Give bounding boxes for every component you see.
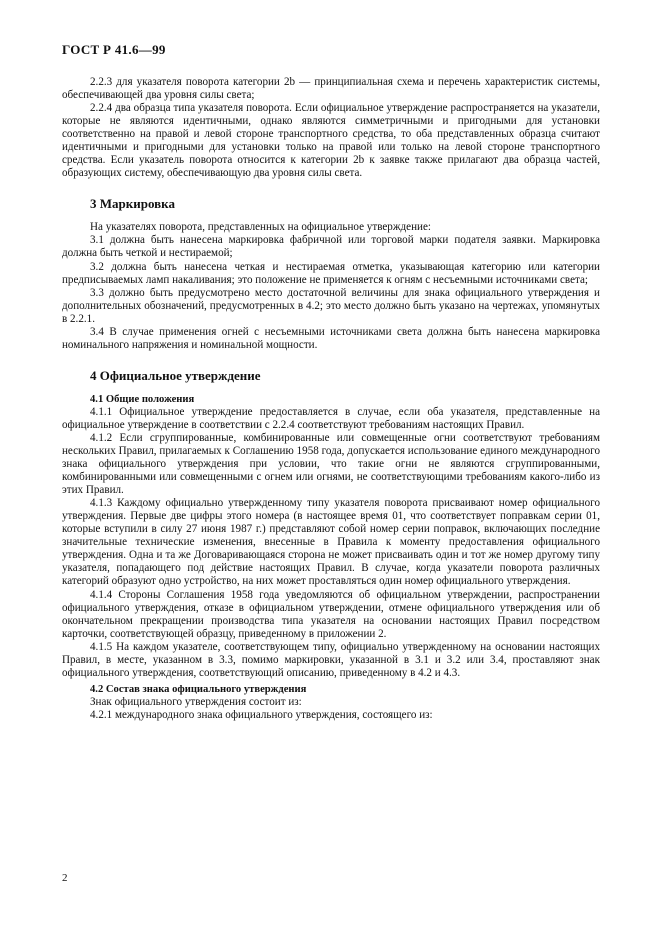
paragraph-4-1-3: 4.1.3 Каждому официально утвержденному типу указателя поворота присваивают номер официального утверждения. Первые две цифры этого номера (в настоящее время 01, что соответствует поправкам серии 01, которые вступили в силу 27 июня 1987 г.) представляют собой номер серии поправок, включающих последние значительные технические изменения, внесенные в Правила к моменту предоставления официального утверждения. Одна и та же Договаривающаяся сторона не может присваивать один и тот же номер другому типу указателя, попадающего под действие настоящих Правил. В случае, когда указатели поворота различных категорий образуют одно устройство, на них может проставляться один номер официального утверждения. (62, 497, 600, 588)
document-body (62, 76, 600, 722)
paragraph-3-4: 3.4 В случае применения огней с несъемными источниками света должна быть нанесена маркировка номинального напряжения и номинальной мощности. (62, 325, 600, 351)
paragraph-3-2: 3.2 должна быть нанесена четкая и нестираемая отметка, указывающая категорию или категории предписываемых ламп накаливания; это положение не применяется к огням с несъемными источниками света; (62, 260, 600, 286)
section-3-intro: На указателях поворота, представленных на официальное утверждение: (90, 221, 431, 234)
paragraph-3-1: 3.1 должна быть нанесена маркировка фабричной или торговой марки подателя заявки. Маркировка должна быть четкой и нестираемой; (62, 234, 600, 260)
document-header: ГОСТ Р 41.6—99 (62, 42, 166, 57)
paragraph-3-3: 3.3 должно быть предусмотрено место достаточной величины для знака официального утверждения и дополнительных обозначений, предусмотренных в 4.2; это место должно быть указано на чертежах, упомянутых в 2.2.1. (62, 286, 600, 325)
subsection-4-2-heading: 4.2 Состав знака официального утверждения (90, 683, 307, 695)
paragraph-4-2-1: 4.2.1 международного знака официального утверждения, состоящего из: (90, 708, 433, 721)
paragraph-4-1-1: 4.1.1 Официальное утверждение предоставляется в случае, если оба указателя, представленные на официальное утверждение в соответствии с 2.2.4 соответствуют требованиям настоящих Правил. (62, 405, 600, 431)
section-3-heading: 3 Маркировка (90, 196, 175, 212)
section-4-heading: 4 Официальное утверждение (90, 367, 261, 383)
paragraph-2-2-3: 2.2.3 для указателя поворота категории 2b — принципиальная схема и перечень характеристик системы, обеспечивающей два уровня силы света; (62, 76, 600, 102)
paragraph-2-2-4: 2.2.4 два образца типа указателя поворота. Если официальное утверждение распространяется на указатели, которые не являются идентичными, однако являются симметричными и пригодными для установки соответственно на правой и левой стороне транспортного средства, то оба представленных образца считают идентичными и пригодными для установки только на правой или только на левой стороне транспортного средства. Если указатель поворота относится к категории 2b к заявке также прилагают два образца частей, образующих систему, обеспечивающую два уровня силы света. (62, 102, 600, 180)
subsection-4-1-heading: 4.1 Общие положения (90, 393, 195, 405)
paragraph-4-1-5: 4.1.5 На каждом указателе, соответствующем типу, официально утвержденному на основании настоящих Правил, в месте, указанном в 3.3, помимо маркировки, указанной в 3.1 и 3.2 или 3.4, проставляют знак официального утверждения, соответствующий описанию, приведенному в 4.2 и 4.3. (62, 640, 600, 679)
page-number: 2 (62, 872, 68, 884)
paragraph-4-1-2: 4.1.2 Если сгруппированные, комбинированные или совмещенные огни соответствуют требованиям нескольких Правил, прилагаемых к Соглашению 1958 года, допускается использование единого международного знака официального утверждения при условии, что такие огни не являются сгруппированными, комбинированными или совмещенными с огнем или огнями, не соответствующими требованиям какого-либо из этих Правил. (62, 431, 600, 497)
paragraph-4-1-4: 4.1.4 Стороны Соглашения 1958 года уведомляются об официальном утверждении, распространении официального утверждения, отказе в официальном утверждении, отмене официального утверждения или об окончательном прекращении производства типа указателя на основании настоящих Правил посредством карточки, соответствующей образцу, приведенному в приложении 2. (62, 588, 600, 640)
section-4-2-intro: Знак официального утверждения состоит из: (90, 695, 302, 708)
